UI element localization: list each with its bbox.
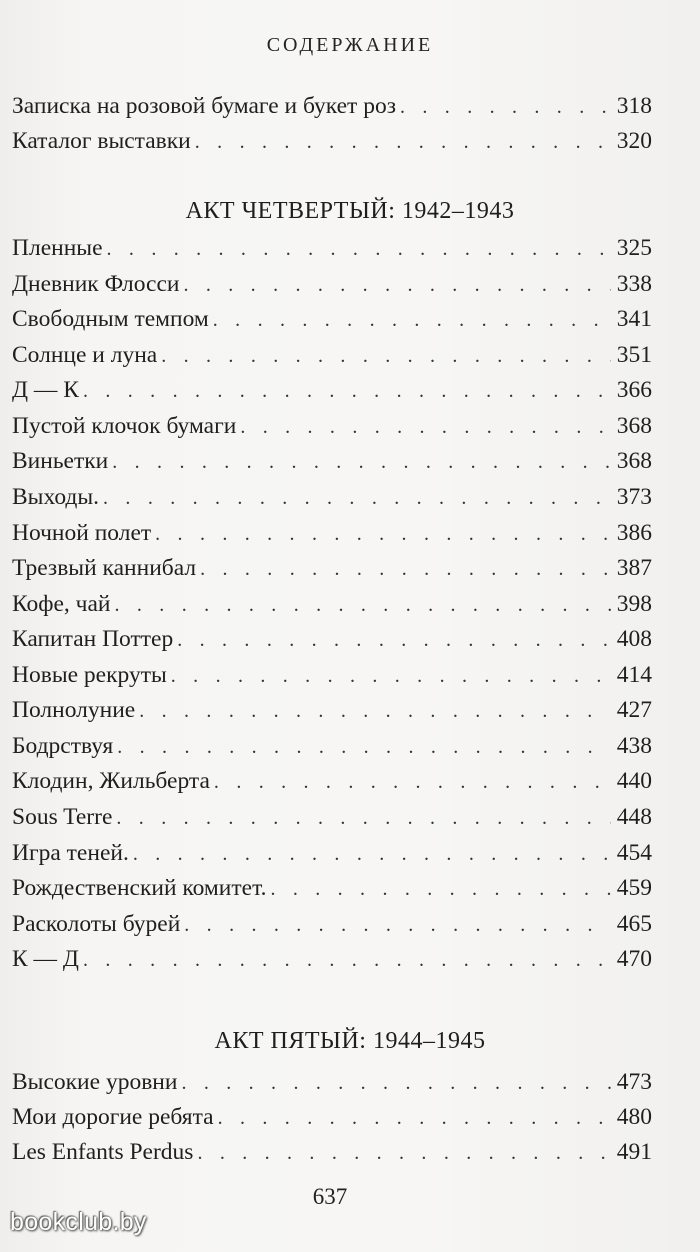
toc-entry	[12, 1064, 652, 1100]
toc-entry-title: Трезвый каннибал	[12, 555, 197, 581]
toc-entry-page: 320	[616, 128, 652, 154]
leader-dots	[83, 942, 611, 978]
toc-entry-title: Мои дорогие ребята	[12, 1104, 214, 1130]
toc-entry	[12, 266, 652, 302]
toc-entry	[12, 728, 652, 764]
leader-dots	[133, 836, 611, 872]
toc-entry-page: 414	[616, 662, 652, 688]
leader-dots	[117, 729, 611, 765]
toc-entry	[12, 1099, 652, 1135]
page-number: 637	[312, 1184, 348, 1209]
toc-entry-title: Ночной полет	[12, 520, 152, 546]
toc-entry-page: 386	[616, 520, 652, 546]
leader-dots	[214, 764, 611, 800]
toc-entry	[12, 301, 652, 337]
toc-entry-page: 341	[616, 306, 652, 332]
toc-entry-page: 473	[616, 1069, 652, 1095]
toc-entry-title: Выходы.	[12, 484, 100, 510]
toc-entry-page: 387	[616, 555, 652, 581]
toc-entry-title: Игра теней.	[12, 840, 129, 866]
toc-entry-title: Д — К	[12, 377, 79, 403]
toc-entry-page: 398	[616, 591, 652, 617]
toc-entry-title: Капитан Поттер	[12, 626, 174, 652]
toc-entry	[12, 123, 652, 159]
leader-dots	[270, 871, 610, 907]
toc-entry	[12, 799, 652, 835]
leader-dots	[103, 480, 611, 516]
leader-dots	[161, 338, 611, 374]
toc-entry-page: 470	[616, 946, 652, 972]
leader-dots	[400, 89, 611, 125]
toc-entry-title: К — Д	[12, 946, 79, 972]
toc-entry-title: Рождественский комитет.	[12, 875, 267, 901]
leader-dots	[197, 1135, 610, 1171]
toc-entry	[12, 479, 652, 515]
toc-entry-title: Солнце и луна	[12, 342, 158, 368]
toc-entry-title: Высокие уровни	[12, 1069, 178, 1095]
toc-entry-title: Виньетки	[12, 448, 109, 474]
toc-entry-title: Новые рекруты	[12, 662, 167, 688]
toc-entry-page: 408	[616, 626, 652, 652]
toc-entry	[12, 657, 652, 693]
toc-entry-title: Каталог выставки	[12, 128, 191, 154]
toc-entry	[12, 621, 652, 657]
toc-entry-page: 368	[616, 448, 652, 474]
toc-entry	[12, 692, 652, 728]
toc-entry	[12, 515, 652, 551]
leader-dots	[181, 1065, 610, 1101]
toc-entry	[12, 372, 652, 408]
leader-dots	[116, 800, 610, 836]
leader-dots	[139, 693, 611, 729]
leader-dots	[115, 587, 611, 623]
toc-entry-title: Расколоты бурей	[12, 911, 181, 937]
toc-entry	[12, 906, 652, 942]
toc-entry-title: Свободным темпом	[12, 306, 209, 332]
leader-dots	[107, 231, 611, 267]
toc-entry-page: 368	[616, 413, 652, 439]
toc-entry-page: 338	[616, 271, 652, 297]
leader-dots	[155, 516, 611, 552]
toc-entry-title: Sous Terre	[12, 804, 113, 830]
leader-dots	[183, 267, 610, 303]
leader-dots	[195, 124, 611, 160]
toc-entry-title: Пустой клочок бумаги	[12, 413, 237, 439]
toc-entry	[12, 1134, 652, 1170]
toc-entry-page: 438	[616, 733, 652, 759]
toc-entry-title: Дневник Флосси	[12, 271, 180, 297]
toc-entry	[12, 586, 652, 622]
toc-entry-page: 459	[616, 875, 652, 901]
toc-entry	[12, 835, 652, 871]
toc-entry-page: 318	[616, 93, 652, 119]
toc-entry	[12, 550, 652, 586]
toc-entry	[12, 88, 652, 124]
toc-entry-page: 325	[616, 235, 652, 261]
leader-dots	[240, 409, 610, 445]
leader-dots	[112, 444, 611, 480]
toc-entry-title: Клодин, Жильберта	[12, 768, 210, 794]
toc-entry-page: 373	[616, 484, 652, 510]
toc-entry	[12, 230, 652, 266]
toc-entry	[12, 443, 652, 479]
toc-entry-page: 491	[616, 1139, 652, 1165]
leader-dots	[171, 658, 611, 694]
toc-entry-title: Бодрствуя	[12, 733, 114, 759]
leader-dots	[200, 551, 611, 587]
toc-entry-page: 465	[616, 911, 652, 937]
toc-entry-page: 351	[616, 342, 652, 368]
toc-entry	[12, 337, 652, 373]
toc-entry	[12, 763, 652, 799]
toc-entry	[12, 941, 652, 977]
toc-entry-title: Пленные	[12, 235, 103, 261]
leader-dots	[177, 622, 611, 658]
leader-dots	[83, 373, 611, 409]
toc-entry	[12, 408, 652, 444]
toc-entry-page: 480	[616, 1104, 652, 1130]
toc-entry-page: 448	[616, 804, 652, 830]
leader-dots	[218, 1100, 611, 1136]
running-head: СОДЕРЖАНИЕ	[266, 34, 434, 56]
toc-entry-page: 427	[616, 697, 652, 723]
leader-dots	[213, 302, 611, 338]
leader-dots	[184, 907, 610, 943]
toc-entry-page: 454	[616, 840, 652, 866]
act-five-heading: АКТ ПЯТЫЙ: 1944–1945	[214, 1028, 486, 1054]
watermark: bookclub.by	[10, 1208, 147, 1236]
toc-entry-page: 366	[616, 377, 652, 403]
toc-entry-page: 440	[616, 768, 652, 794]
toc-entry-title: Полнолуние	[12, 697, 136, 723]
toc-entry-title: Кофе, чай	[12, 591, 111, 617]
act-four-heading: АКТ ЧЕТВЕРТЫЙ: 1942–1943	[185, 198, 515, 224]
toc-entry-title: Записка на розовой бумаге и букет роз	[12, 93, 396, 119]
toc-entry	[12, 870, 652, 906]
toc-entry-title: Les Enfants Perdus	[12, 1139, 194, 1165]
